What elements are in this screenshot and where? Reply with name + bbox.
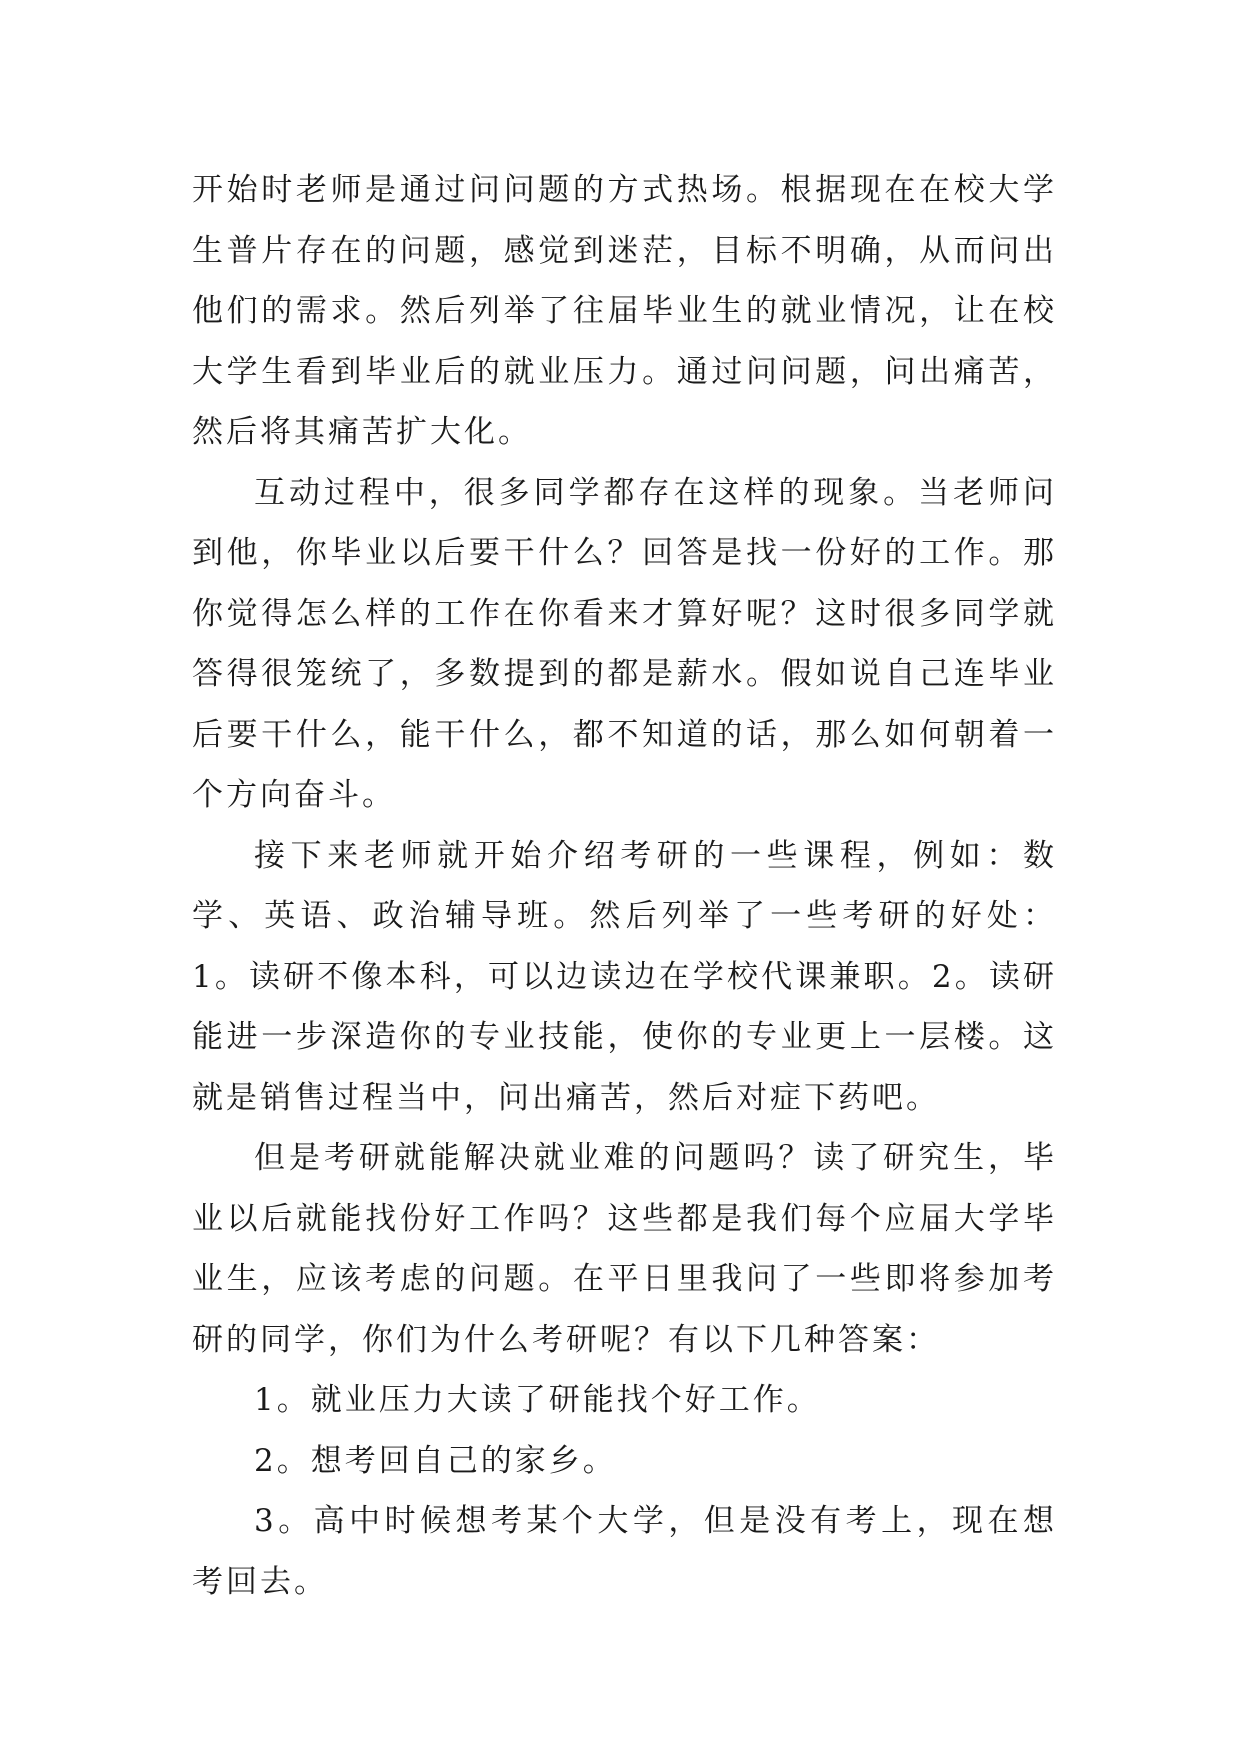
paragraph-interaction: 互动过程中，很多同学都存在这样的现象。当老师问到他，你毕业以后要干什么？回答是找一份好的工作。那你觉得怎么样的工作在你看来才算好呢？这时很多同学就答得很笼统了，多数提到的都是薪水。假如说自己连毕业后要干什么，能干什么，都不知道的话，那么如何朝着一个方向奋斗。 bbox=[192, 474, 1057, 813]
list-item-2: 2。想考回自己的家乡。 bbox=[254, 1442, 617, 1479]
list-item-3: 3。高中时候想考某个大学，但是没有考上，现在想考回去。 bbox=[192, 1503, 1057, 1600]
paragraph-question: 但是考研就能解决就业难的问题吗？读了研究生，毕业以后就能找份好工作吗？这些都是我们每个应届大学毕业生，应该考虑的问题。在平日里我问了一些即将参加考研的同学，你们为什么考研呢？有以下几种答案： bbox=[192, 1140, 1057, 1358]
document-body bbox=[192, 160, 1057, 1612]
list-item-1: 1。就业压力大读了研能找个好工作。 bbox=[254, 1382, 821, 1418]
paragraph-intro: 开始时老师是通过问问题的方式热场。根据现在在校大学生普片存在的问题，感觉到迷茫，目标不明确，从而问出他们的需求。然后列举了往届毕业生的就业情况，让在校大学生看到毕业后的就业压力。通过问问题，问出痛苦，然后将其痛苦扩大化。 bbox=[192, 172, 1057, 450]
paragraph-courses: 接下来老师就开始介绍考研的一些课程，例如：数学、英语、政治辅导班。然后列举了一些考研的好处：1。读研不像本科，可以边读边在学校代课兼职。2。读研能进一步深造你的专业技能，使你的专业更上一层楼。这就是销售过程当中，问出痛苦，然后对症下药吧。 bbox=[192, 837, 1057, 1116]
